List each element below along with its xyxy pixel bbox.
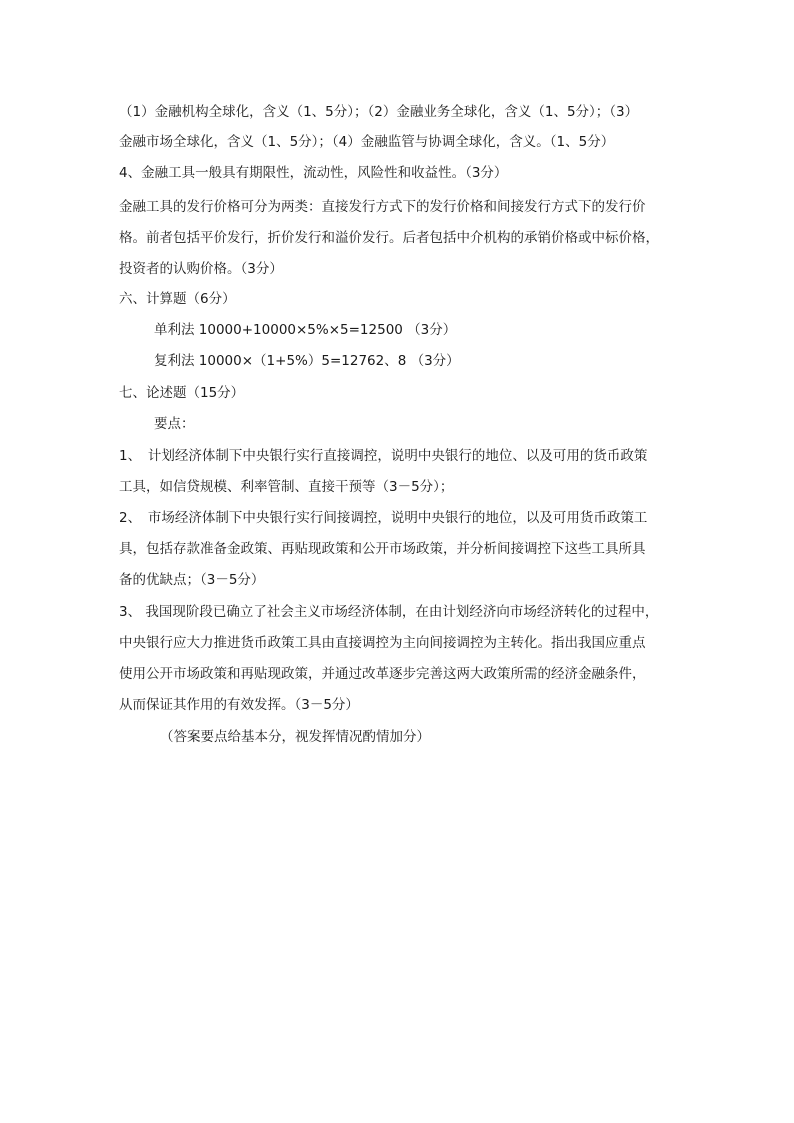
subheading: 要点： [154,416,195,432]
text-line: 金融市场全球化，含义（1、5分）；（4）金融监管与协调全球化，含义。（1、5分） [119,134,615,150]
formula-line: 复利法 10000×（1+5%）5=12762、8 （3分） [154,353,460,369]
text-line: 1、 计划经济体制下中央银行实行直接调控，说明中央银行的地位、以及可用的货币政策 [119,448,648,464]
text-line: 中央银行应大力推进货币政策工具由直接调控为主向间接调控为主转化。指出我国应重点 [119,635,646,651]
text-line: 投资者的认购价格。（3分） [119,261,283,277]
text-line: 使用公开市场政策和再贴现政策，并通过改革逐步完善这两大政策所需的经济金融条件， [119,666,646,682]
text-line: 具，包括存款准备金政策、再贴现政策和公开市场政策，并分析间接调控下这些工具所具 [119,541,646,557]
text-line: 2、 市场经济体制下中央银行实行间接调控，说明中央银行的地位，以及可用货币政策工 [119,510,648,526]
text-line: 工具，如信贷规模、利率管制、直接干预等（3－5分）； [119,479,454,495]
section-heading: 六、计算题（6分） [119,291,236,307]
text-line: 3、 我国现阶段已确立了社会主义市场经济体制，在由计划经济向市场经济转化的过程中， [119,604,659,620]
text-line: （1）金融机构全球化，含义（1、5分）；（2）金融业务全球化，含义（1、5分）；（3） [119,104,639,120]
text-line: 格。前者包括平价发行，折价发行和溢价发行。后者包括中介机构的承销价格或中标价格， [119,230,659,246]
section-heading: 七、论述题（15分） [119,385,245,401]
note-line: （答案要点给基本分，视发挥情况酌情加分） [160,729,430,745]
text-line: 从而保证其作用的有效发挥。（3－5分） [119,697,359,713]
text-line: 金融工具的发行价格可分为两类：直接发行方式下的发行价格和间接发行方式下的发行价 [119,199,646,215]
text-line: 4、金融工具一般具有期限性，流动性，风险性和收益性。（3分） [119,165,508,181]
formula-line: 单利法 10000+10000×5%×5=12500 （3分） [154,322,457,338]
text-line: 备的优缺点；（3－5分） [119,572,265,588]
